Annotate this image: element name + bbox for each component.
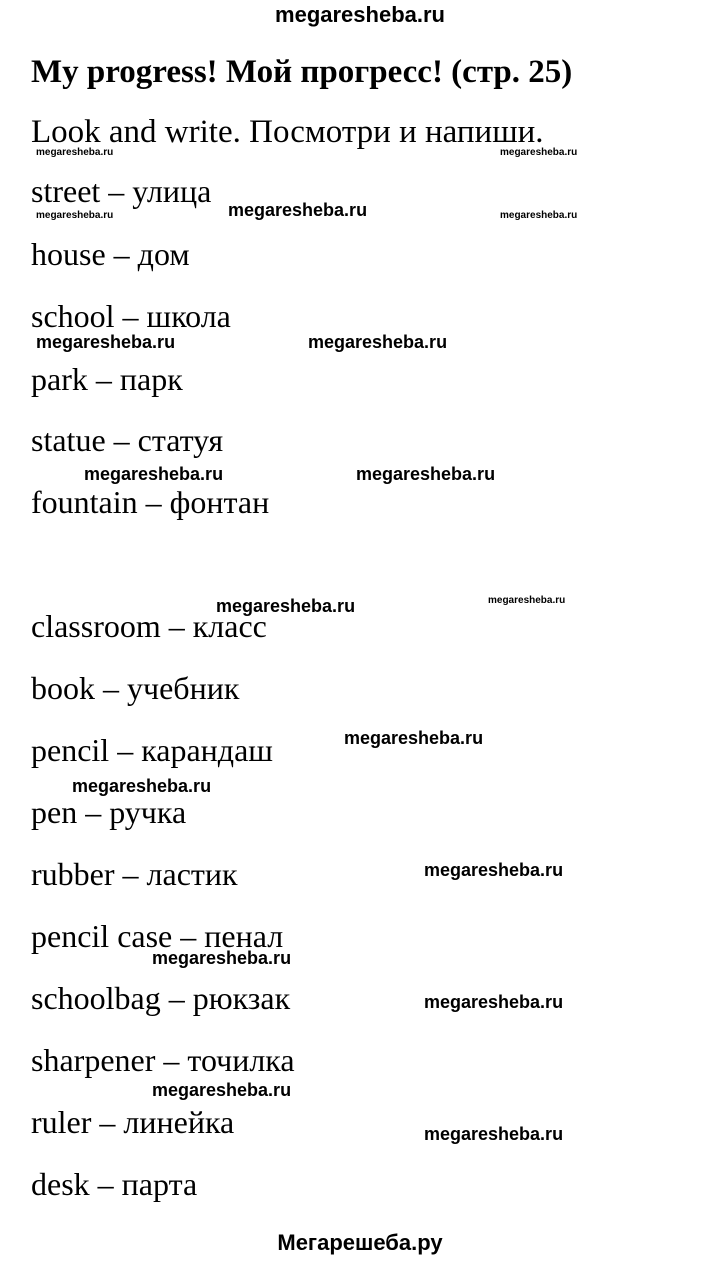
word-item: pencil – карандаш: [31, 732, 273, 768]
word-item: ruler – линейка: [31, 1104, 235, 1140]
word-item: schoolbag – рюкзак: [31, 980, 291, 1016]
word-item: fountain – фонтан: [31, 484, 270, 520]
watermark-small: megaresheba.ru: [500, 147, 578, 158]
word-item: pencil case – пенал: [31, 918, 284, 954]
word-item: school – школа: [31, 298, 231, 334]
watermark: megaresheba.ru: [356, 464, 496, 484]
watermark: megaresheba.ru: [36, 332, 176, 352]
page-title: My progress! Мой прогресс! (стр. 25): [31, 54, 573, 90]
watermark: megaresheba.ru: [216, 596, 356, 616]
watermark-small: megaresheba.ru: [36, 147, 114, 158]
watermark: megaresheba.ru: [424, 992, 564, 1012]
instruction-text: Look and write. Посмотри и напиши.: [31, 114, 544, 150]
watermark-small: megaresheba.ru: [36, 210, 114, 221]
watermark: megaresheba.ru: [152, 1080, 292, 1100]
watermark: megaresheba.ru: [72, 776, 212, 796]
word-item: rubber – ластик: [31, 856, 238, 892]
word-item: pen – ручка: [31, 794, 187, 830]
word-item: book – учебник: [31, 670, 240, 706]
word-item: desk – парта: [31, 1166, 198, 1202]
watermark-small: megaresheba.ru: [488, 595, 566, 606]
watermark: megaresheba.ru: [344, 728, 484, 748]
watermark-small: megaresheba.ru: [500, 210, 578, 221]
watermark: megaresheba.ru: [424, 860, 564, 880]
word-item: house – дом: [31, 236, 190, 272]
watermark: megaresheba.ru: [152, 948, 292, 968]
word-item: park – парк: [31, 361, 183, 397]
page-footer: Мегарешеба.ру: [277, 1230, 443, 1255]
word-item: classroom – класс: [31, 608, 267, 644]
watermark: megaresheba.ru: [84, 464, 224, 484]
watermark: megaresheba.ru: [308, 332, 448, 352]
site-header: megaresheba.ru: [275, 2, 445, 27]
word-item: sharpener – точилка: [31, 1042, 295, 1078]
watermark: megaresheba.ru: [228, 200, 368, 220]
word-item: statue – статуя: [31, 422, 224, 458]
word-item: street – улица: [31, 173, 212, 209]
watermark: megaresheba.ru: [424, 1124, 564, 1144]
